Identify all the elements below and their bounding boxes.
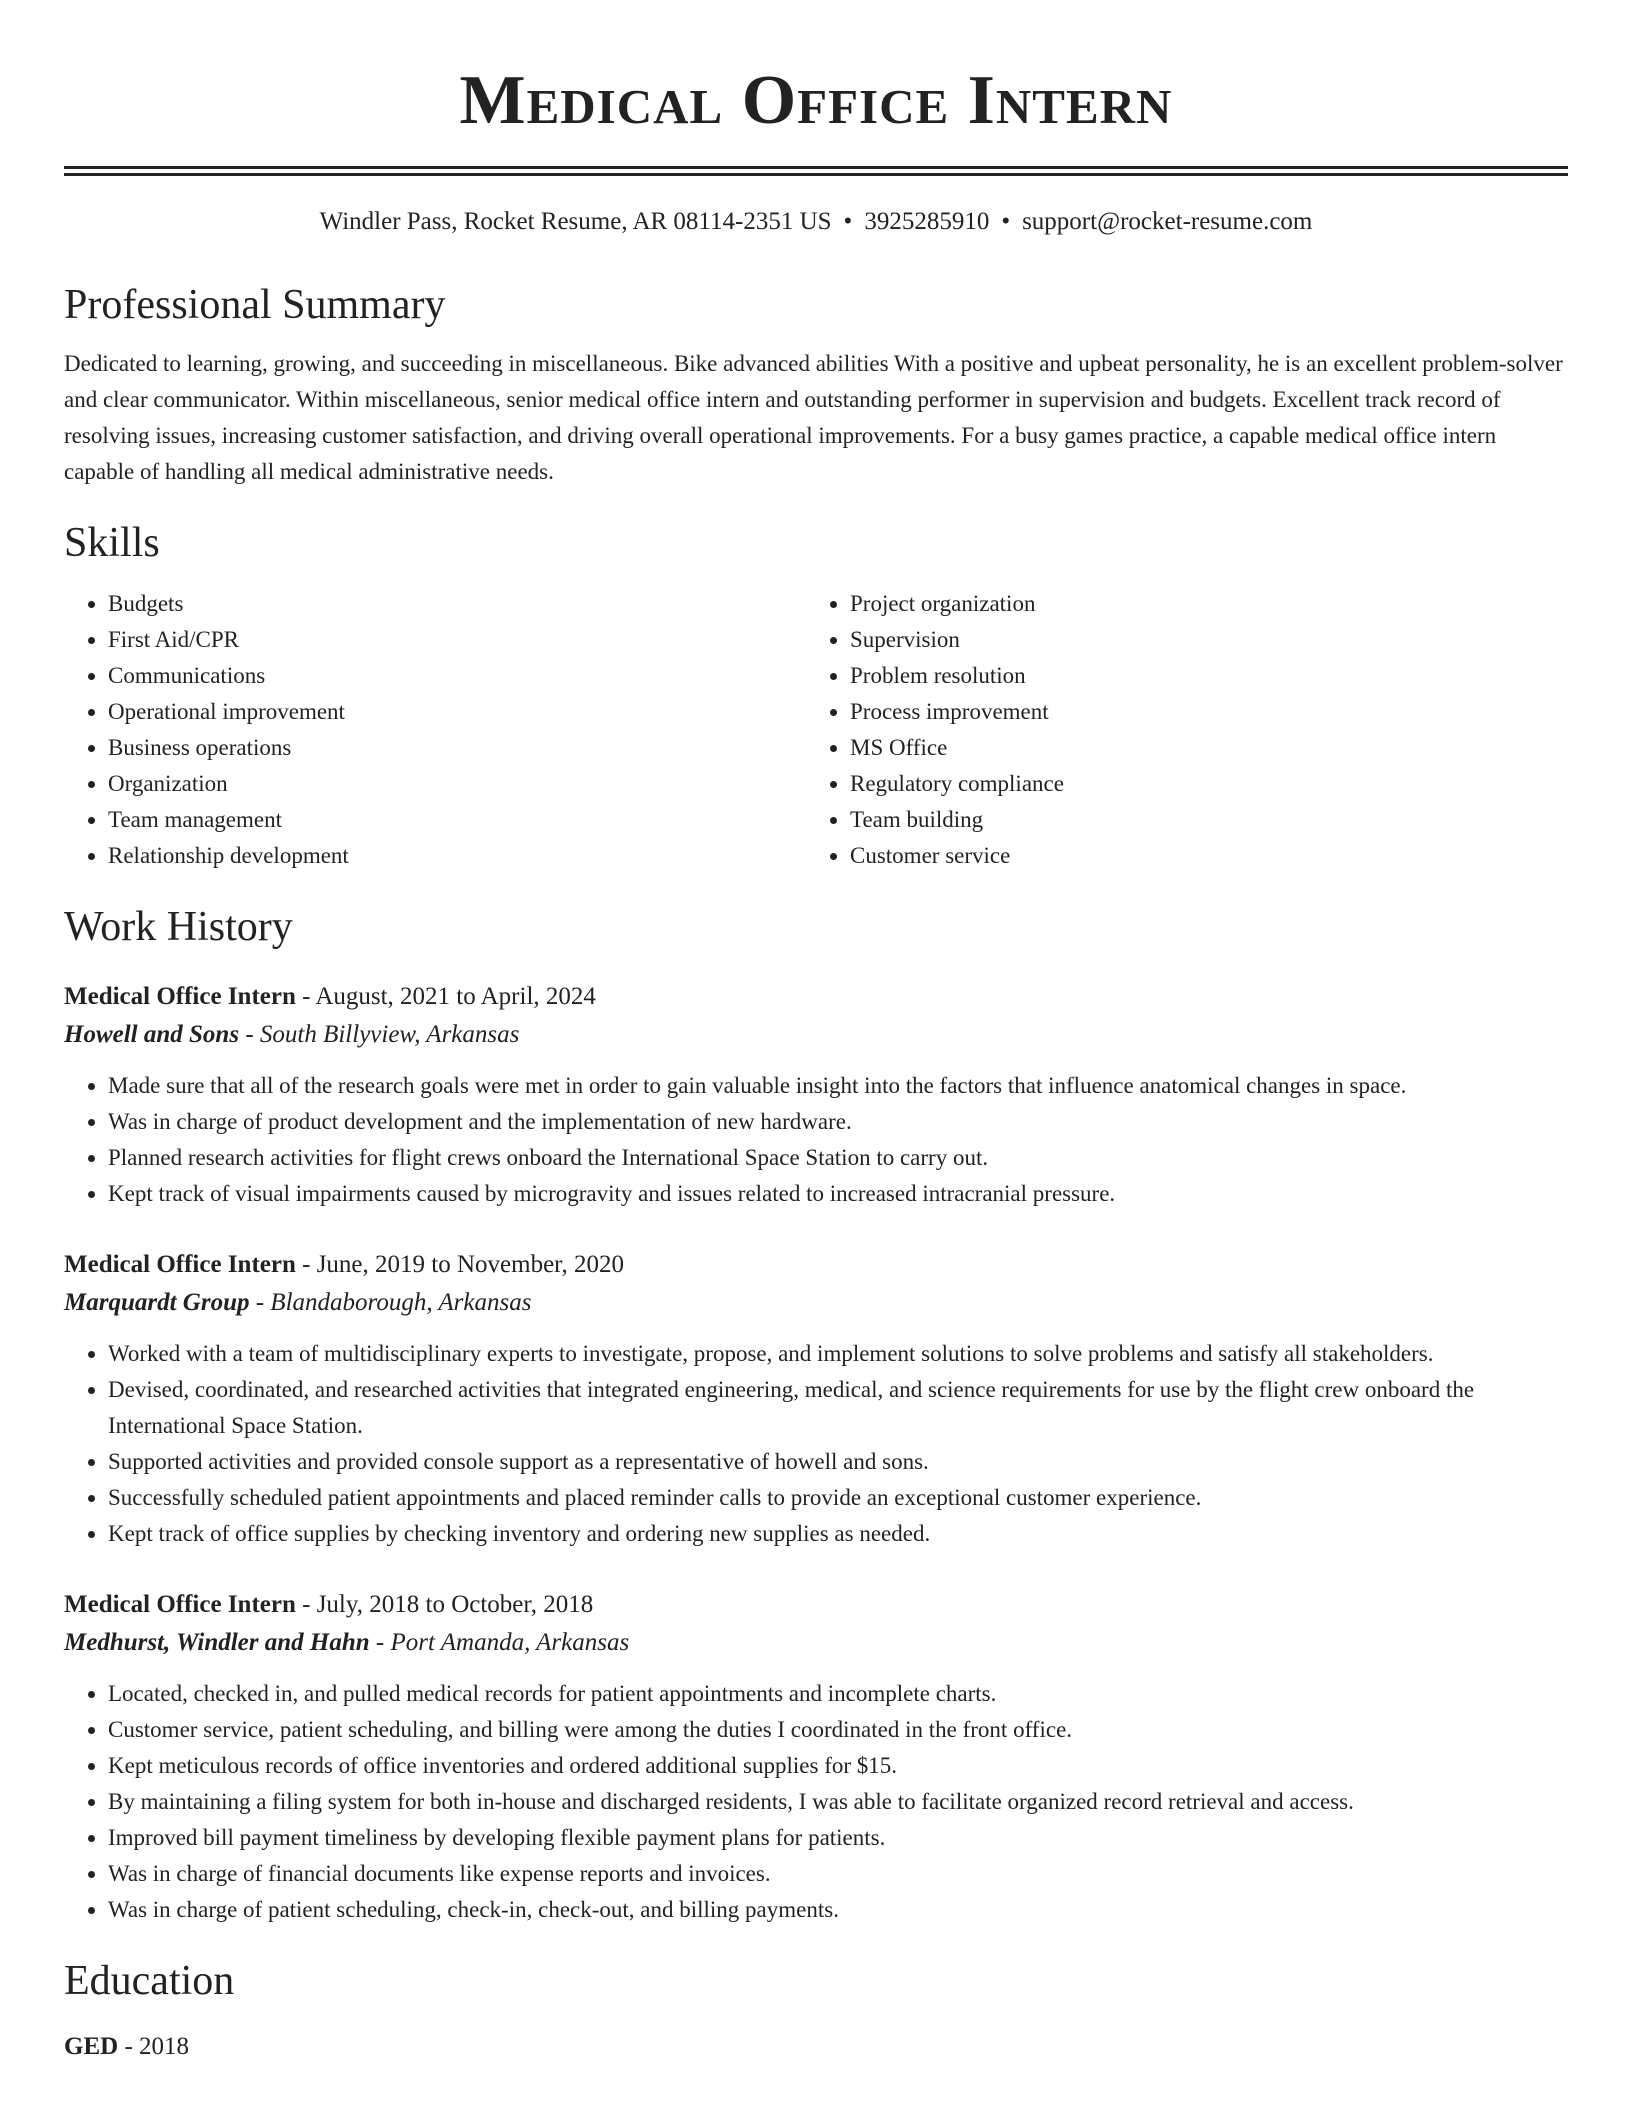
skill-item: • Team building: [850, 802, 1548, 838]
skill-item: • Communications: [108, 658, 806, 694]
job-bullet: • Kept meticulous records of office inventories and ordered additional supplies for $15.: [108, 1748, 1568, 1784]
skill-item: • Supervision: [850, 622, 1548, 658]
skill-item: • First Aid/CPR: [108, 622, 806, 658]
skill-item: • Operational improvement: [108, 694, 806, 730]
header-double-rule: [64, 166, 1568, 176]
job-company: Marquardt Group: [64, 1289, 250, 1316]
job-role: Medical Office Intern: [64, 1251, 296, 1278]
job-bullet: • Planned research activities for flight crews onboard the International Space Station to carry out.: [108, 1140, 1568, 1176]
job-entry: [64, 1246, 1568, 1552]
job-company: Medhurst, Windler and Hahn: [64, 1629, 370, 1656]
job-bullet: • Was in charge of financial documents like expense reports and invoices.: [108, 1856, 1568, 1892]
job-bullets: [64, 1068, 1568, 1212]
job-bullet: • Was in charge of patient scheduling, check-in, check-out, and billing payments.: [108, 1892, 1568, 1928]
job-bullet: • Customer service, patient scheduling, and billing were among the duties I coordinated in the front office.: [108, 1712, 1568, 1748]
skill-item: • Regulatory compliance: [850, 766, 1548, 802]
job-bullet: • Devised, coordinated, and researched activities that integrated engineering, medical, and science requirements for use by the flight crew onboard the International Space Station.: [108, 1372, 1568, 1444]
job-bullets: [64, 1676, 1568, 1928]
job-role: Medical Office Intern: [64, 1591, 296, 1618]
job-dates: - August, 2021 to April, 2024: [295, 983, 596, 1010]
contact-email: support@rocket-resume.com: [1022, 208, 1313, 235]
job-dates: - July, 2018 to October, 2018: [295, 1591, 594, 1618]
job-title-line: [64, 1586, 1568, 1624]
job-location: - Port Amanda, Arkansas: [369, 1629, 630, 1656]
skill-item: • Process improvement: [850, 694, 1548, 730]
job-company-line: [64, 1016, 1568, 1054]
job-company-line: [64, 1284, 1568, 1322]
contact-separator: •: [843, 208, 853, 235]
job-bullets: [64, 1336, 1568, 1552]
skill-item: • Project organization: [850, 586, 1548, 622]
skills-list-right: [806, 586, 1548, 874]
education-degree: GED: [64, 2033, 119, 2060]
education-year: - 2018: [118, 2033, 190, 2060]
job-dates: - June, 2019 to November, 2020: [295, 1251, 624, 1278]
job-location: - South Billyview, Arkansas: [239, 1021, 520, 1048]
job-company: Howell and Sons: [64, 1021, 240, 1048]
education-entry: [64, 2028, 1568, 2066]
contact-line: [64, 206, 1568, 238]
job-bullet: • Located, checked in, and pulled medical records for patient appointments and incomplete charts.: [108, 1676, 1568, 1712]
skill-item: • Budgets: [108, 586, 806, 622]
skill-item: • MS Office: [850, 730, 1548, 766]
skill-item: • Organization: [108, 766, 806, 802]
job-bullet: • Supported activities and provided console support as a representative of howell and sons.: [108, 1444, 1568, 1480]
job-entry: [64, 1586, 1568, 1928]
job-entry: [64, 978, 1568, 1212]
job-title-line: [64, 1246, 1568, 1284]
skills-heading: Skills: [64, 520, 160, 566]
contact-phone: 3925285910: [864, 208, 990, 235]
resume-name: Medical Office Intern: [459, 62, 1173, 139]
job-bullet: • Kept track of office supplies by checking inventory and ordering new supplies as needed.: [108, 1516, 1568, 1552]
job-title-line: [64, 978, 1568, 1016]
skill-item: • Problem resolution: [850, 658, 1548, 694]
job-bullet: • Kept track of visual impairments caused by microgravity and issues related to increased intracranial pressure.: [108, 1176, 1568, 1212]
skills-columns: [64, 586, 1568, 874]
education-heading: Education: [64, 1958, 235, 2004]
skill-item: • Customer service: [850, 838, 1548, 874]
skill-item: • Business operations: [108, 730, 806, 766]
job-bullet: • Improved bill payment timeliness by developing flexible payment plans for patients.: [108, 1820, 1568, 1856]
job-bullet: • By maintaining a filing system for both in-house and discharged residents, I was able to facilitate organized record retrieval and access.: [108, 1784, 1568, 1820]
skill-item: • Team management: [108, 802, 806, 838]
job-bullet: • Successfully scheduled patient appointments and placed reminder calls to provide an exceptional customer experience.: [108, 1480, 1568, 1516]
job-company-line: [64, 1624, 1568, 1662]
summary-text: Dedicated to learning, growing, and succeeding in miscellaneous. Bike advanced abilities With a positive and upbeat personality, he is an excellent problem-solver and clear communicator. Within miscellaneous, senior medical office intern and outstanding performer in supervision and budgets. Excellent track record of resolving issues, increasing customer satisfaction, and driving overall operational improvements. For a busy games practice, a capable medical office intern capable of handling all medical administrative needs.: [64, 351, 1563, 484]
skill-item: • Relationship development: [108, 838, 806, 874]
job-role: Medical Office Intern: [64, 983, 296, 1010]
summary-heading: Professional Summary: [64, 282, 446, 328]
contact-separator: •: [1001, 208, 1011, 235]
contact-address: Windler Pass, Rocket Resume, AR 08114-2351 US: [319, 208, 832, 235]
job-bullet: • Made sure that all of the research goals were met in order to gain valuable insight into the factors that influence anatomical changes in space.: [108, 1068, 1568, 1104]
job-bullet: • Was in charge of product development and the implementation of new hardware.: [108, 1104, 1568, 1140]
job-bullet: • Worked with a team of multidisciplinary experts to investigate, propose, and implement solutions to solve problems and satisfy all stakeholders.: [108, 1336, 1568, 1372]
work-history-heading: Work History: [64, 904, 293, 950]
job-location: - Blandaborough, Arkansas: [249, 1289, 532, 1316]
skills-list-left: [64, 586, 806, 874]
